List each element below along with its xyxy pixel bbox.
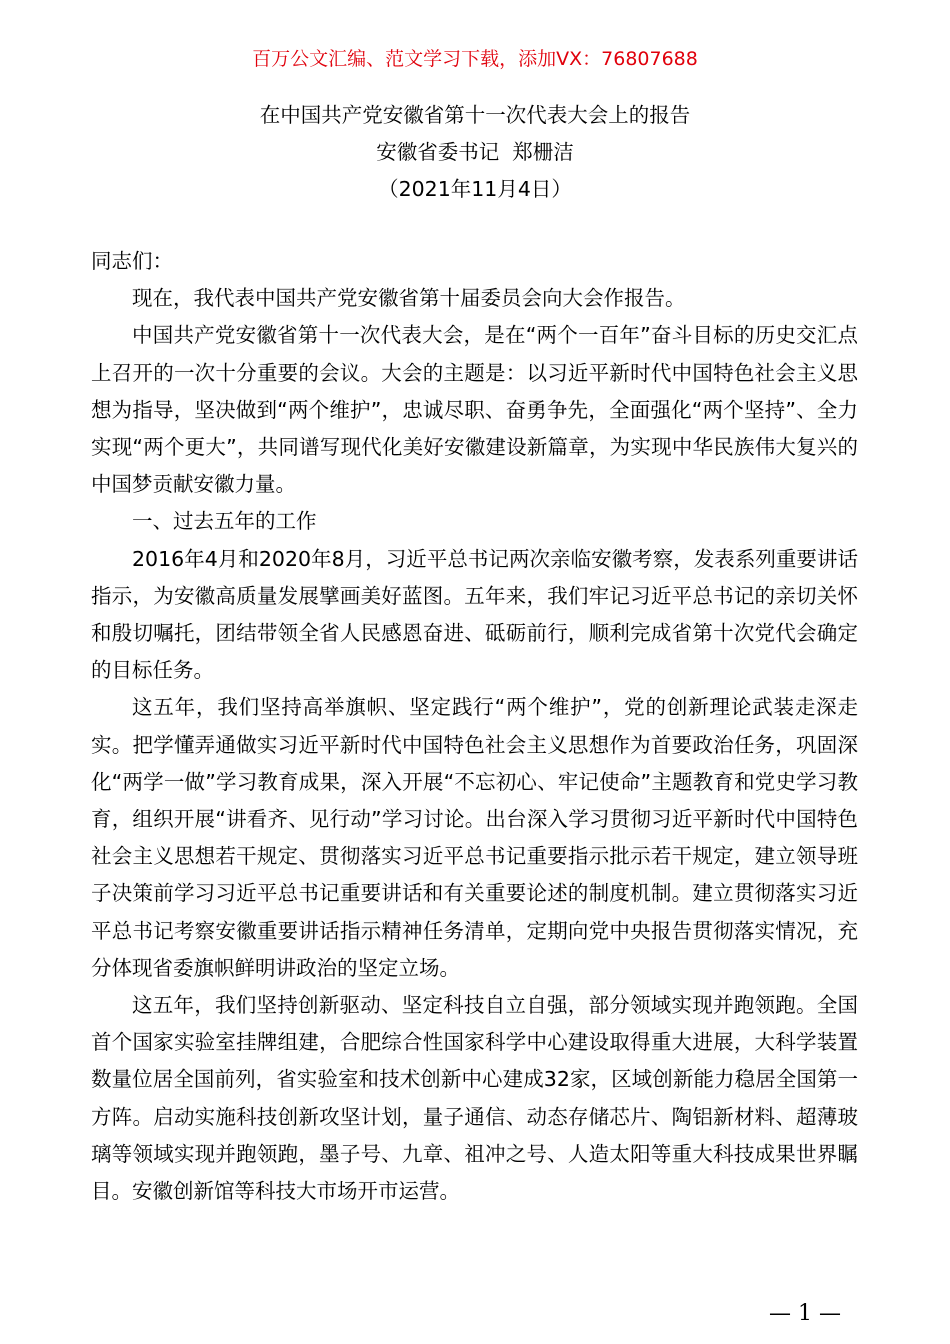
- document-title: 在中国共产党安徽省第十一次代表大会上的报告: [259, 103, 691, 127]
- page-number: — 1 —: [769, 1301, 841, 1326]
- body-paragraph: 现在，我代表中国共产党安徽省第十届委员会向大会作报告。: [132, 286, 686, 311]
- document-body: [91, 243, 858, 1210]
- body-paragraph: 这五年，我们坚持创新驱动、坚定科技自立自强，部分领域实现并跑领跑。全国首个国家实验室挂牌组建，合肥综合性国家科学中心建设取得重大进展，大科学装置数量位居全国前列，省实验室和技术创新中心建成32家，区域创新能力稳居全国第一方阵。启动实施科技创新攻坚计划，量子通信、动态存储芯片、陶铝新材料、超薄玻璃等领域实现并跑领跑，墨子号、九章、祖冲之号、人造太阳等重大科技成果世界瞩目。安徽创新馆等科技大市场开市运营。: [91, 993, 858, 1204]
- document-date: （2021年11月4日）: [378, 177, 572, 201]
- promo-banner: 百万公文汇编、范文学习下载，添加VX：76807688: [252, 48, 698, 70]
- body-paragraph: 中国共产党安徽省第十一次代表大会，是在“两个一百年”奋斗目标的历史交汇点上召开的一次十分重要的会议。大会的主题是：以习近平新时代中国特色社会主义思想为指导，坚决做到“两个维护”，忠诚尽职、奋勇争先，全面强化“两个坚持”、全力实现“两个更大”，共同谱写现代化美好安徽建设新篇章，为实现中华民族伟大复兴的中国梦贡献安徽力量。: [91, 323, 858, 497]
- body-paragraph: 2016年4月和2020年8月，习近平总书记两次亲临安徽考察，发表系列重要讲话指示，为安徽高质量发展擘画美好蓝图。五年来，我们牢记习近平总书记的亲切关怀和殷切嘱托，团结带领全省人民感恩奋进、砥砺前行，顺利完成省第十次党代会确定的目标任务。: [91, 546, 858, 683]
- document-author: 安徽省委书记 郑栅洁: [376, 140, 574, 164]
- document-header: [0, 97, 950, 208]
- section-heading: 一、过去五年的工作: [132, 509, 317, 534]
- body-paragraph: 这五年，我们坚持高举旗帜、坚定践行“两个维护”，党的创新理论武装走深走实。把学懂弄通做实习近平新时代中国特色社会主义思想作为首要政治任务，巩固深化“两学一做”学习教育成果，深入开展“不忘初心、牢记使命”主题教育和党史学习教育，组织开展“讲看齐、见行动”学习讨论。出台深入学习贯彻习近平新时代中国特色社会主义思想若干规定、贯彻落实习近平总书记重要指示批示若干规定，建立领导班子决策前学习习近平总书记重要讲话和有关重要论述的制度机制。建立贯彻落实习近平总书记考察安徽重要讲话指示精神任务清单，定期向党中央报告贯彻落实情况，充分体现省委旗帜鲜明讲政治的坚定立场。: [91, 695, 858, 980]
- salutation: 同志们：: [91, 249, 173, 273]
